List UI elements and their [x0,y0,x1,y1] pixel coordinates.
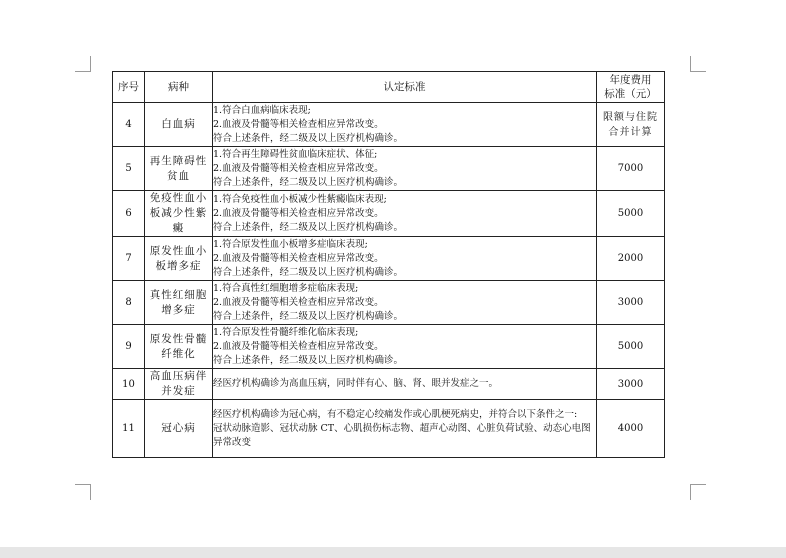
row-criteria [213,147,597,191]
criteria-line: 1.符合原发性血小板增多症临床表现; [213,238,368,250]
disease-criteria-table [112,71,665,458]
header-fee [597,72,665,103]
header-disease: 病种 [145,72,213,103]
crop-mark-bottom-left [75,484,91,500]
row-seq: 10 [113,369,145,400]
row-disease: 原发性骨髓纤维化 [145,325,213,369]
criteria-line: 1.符合真性红细胞增多症临床表现; [213,282,359,294]
criteria-line: 1.符合免疫性血小板减少性紫癜临床表现; [213,193,387,205]
row-fee: 7000 [597,147,665,191]
bottom-scroll-band [0,547,786,558]
row-criteria [213,191,597,237]
row-fee: 2000 [597,237,665,281]
criteria-line: 1.符合原发性骨髓纤维化临床表现; [213,326,359,338]
row-criteria [213,325,597,369]
row-fee: 5000 [597,191,665,237]
row-seq: 5 [113,147,145,191]
criteria-line: 符合上述条件，经二级及以上医疗机构确诊。 [213,354,404,366]
table-row [113,325,665,369]
criteria-line: 符合上述条件，经二级及以上医疗机构确诊。 [213,176,404,188]
criteria-line: 2.血液及骨髓等相关检查相应异常改变。 [213,340,384,352]
row-disease: 冠心病 [145,400,213,458]
criteria-line: 冠状动脉造影、冠状动脉 CT、心肌损伤标志物、超声心动图、心脏负荷试验、动态心电图异常改变 [213,422,591,448]
criteria-line: 经医疗机构确诊为高血压病，同时伴有心、脑、肾、眼并发症之一。 [213,378,499,389]
table-row [113,191,665,237]
criteria-line: 2.血液及骨髓等相关检查相应异常改变。 [213,162,384,174]
header-fee-line1: 年度费用 [609,74,652,86]
row-criteria [213,237,597,281]
row-fee: 3000 [597,281,665,325]
criteria-line: 符合上述条件，经二级及以上医疗机构确诊。 [213,310,404,322]
criteria-line: 1.符合白血病临床表现; [213,104,311,116]
header-fee-line2: 标准（元） [604,88,657,100]
table-row [113,147,665,191]
row-fee: 5000 [597,325,665,369]
row-fee: 限额与住院合并计算 [597,103,665,147]
criteria-line: 2.血液及骨髓等相关检查相应异常改变。 [213,118,384,130]
criteria-line: 2.血液及骨髓等相关检查相应异常改变。 [213,252,384,264]
table-row [113,237,665,281]
row-criteria [213,400,597,458]
criteria-line: 经医疗机构确诊为冠心病，有不稳定心绞痛发作或心肌梗死病史，并符合以下条件之一: [213,408,578,420]
crop-mark-top-right [690,56,706,72]
criteria-line: 2.血液及骨髓等相关检查相应异常改变。 [213,207,384,219]
row-fee: 3000 [597,369,665,400]
criteria-line: 1.符合再生障碍性贫血临床症状、体征; [213,148,378,160]
table-header-row [113,72,665,103]
table-row [113,281,665,325]
header-criteria: 认定标准 [213,72,597,103]
row-seq: 7 [113,237,145,281]
row-seq: 11 [113,400,145,458]
row-seq: 8 [113,281,145,325]
row-seq: 9 [113,325,145,369]
row-disease: 原发性血小板增多症 [145,237,213,281]
row-disease: 免疫性血小板减少性紫癜 [145,191,213,237]
row-seq: 4 [113,103,145,147]
header-seq: 序号 [113,72,145,103]
row-disease: 白血病 [145,103,213,147]
table-row [113,369,665,400]
row-fee: 4000 [597,400,665,458]
row-disease: 高血压病伴并发症 [145,369,213,400]
criteria-line: 符合上述条件，经二级及以上医疗机构确诊。 [213,132,404,144]
row-criteria [213,281,597,325]
crop-mark-top-left [75,56,91,72]
criteria-line: 符合上述条件，经二级及以上医疗机构确诊。 [213,221,404,233]
crop-mark-bottom-right [690,484,706,500]
row-disease: 再生障碍性贫血 [145,147,213,191]
table-row [113,103,665,147]
table-row [113,400,665,458]
criteria-line: 2.血液及骨髓等相关检查相应异常改变。 [213,296,384,308]
row-criteria [213,369,597,400]
row-seq: 6 [113,191,145,237]
row-criteria [213,103,597,147]
criteria-line: 符合上述条件，经二级及以上医疗机构确诊。 [213,266,404,278]
row-disease: 真性红细胞增多症 [145,281,213,325]
